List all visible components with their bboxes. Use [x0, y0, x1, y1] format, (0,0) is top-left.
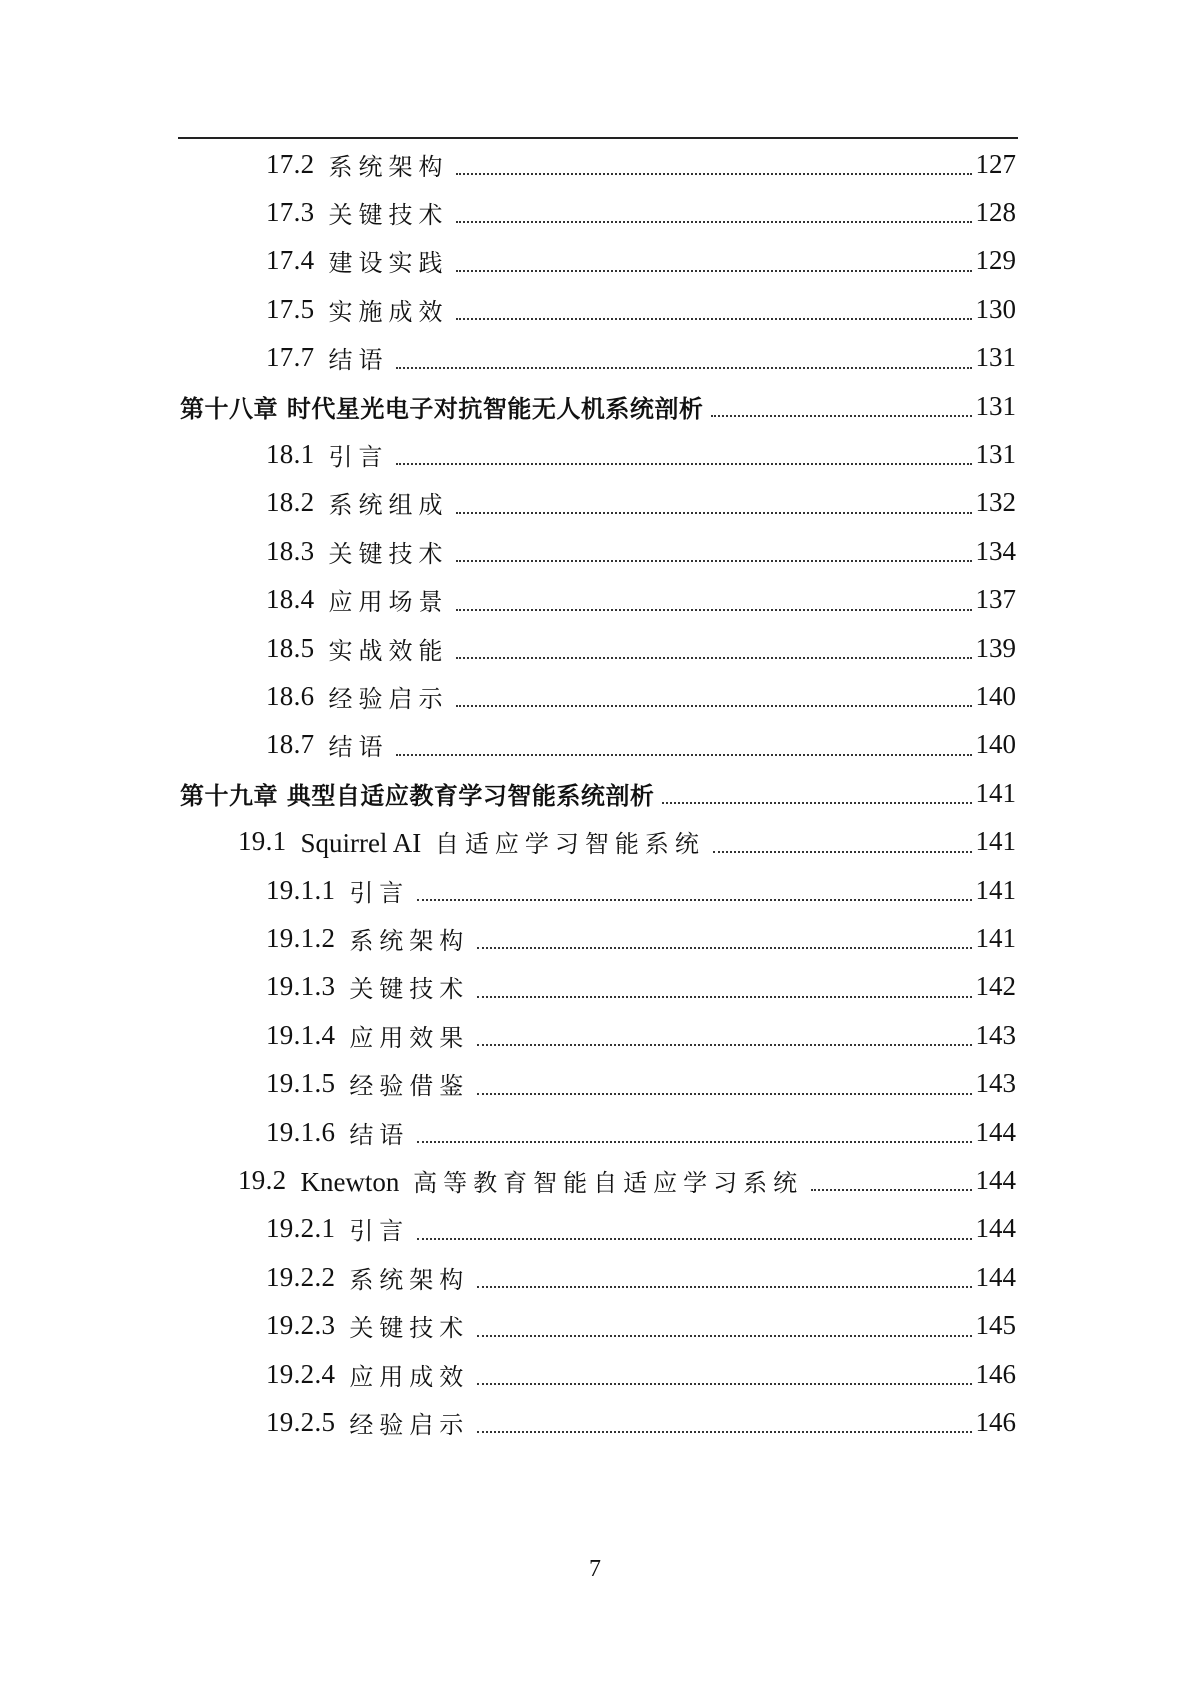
toc-entry-number: 19.2.5	[266, 1406, 336, 1437]
toc-entry-page: 134	[975, 535, 1016, 566]
toc-entry-page: 141	[975, 826, 1016, 857]
toc-entry-number: 19.2.1	[266, 1213, 336, 1244]
dot-leader	[396, 463, 971, 465]
dot-leader	[477, 1093, 971, 1095]
toc-entry[interactable]	[266, 864, 1016, 916]
toc-entry-page: 145	[975, 1310, 1016, 1341]
toc-entry-number: 19.2.4	[266, 1358, 336, 1389]
toc-entry-title-text: 经验借鉴	[349, 1072, 470, 1101]
toc-entry[interactable]	[266, 622, 1016, 674]
toc-entry[interactable]	[266, 1009, 1016, 1061]
dot-leader	[811, 1189, 971, 1191]
toc-entry-number: 17.7	[266, 342, 315, 373]
dot-leader	[417, 1141, 971, 1143]
toc-entry-page: 130	[975, 293, 1016, 324]
toc-entry-number: 17.3	[266, 196, 315, 227]
toc-entry-title-text: 引言	[349, 878, 410, 907]
toc-entry-number: 19.2	[238, 1164, 287, 1195]
toc-entry-number: 19.1.1	[266, 874, 336, 905]
page-number: 7	[589, 1556, 601, 1582]
toc-entry[interactable]	[266, 1396, 1016, 1448]
toc-entry[interactable]	[266, 332, 1016, 384]
toc-entry-page: 132	[975, 487, 1016, 518]
dot-leader	[711, 415, 971, 417]
toc-entry-title-text: 系统架构	[328, 152, 449, 181]
dot-leader	[477, 1383, 971, 1385]
toc-entry-title-text: 关键技术	[328, 200, 449, 229]
toc-entry-title-text: 经验启示	[328, 684, 449, 713]
toc-entry-title-text: 第十八章 时代星光电子对抗智能无人机系统剖析	[180, 394, 704, 423]
toc-entry-page: 146	[975, 1358, 1016, 1389]
toc-entry[interactable]	[266, 670, 1016, 722]
toc-entry-page: 140	[975, 729, 1016, 760]
toc-entry-number: 19.1.4	[266, 1019, 336, 1050]
toc-entry-title	[328, 243, 448, 278]
dot-leader	[456, 318, 971, 320]
toc-entry-title-text: 高等教育智能自适应学习系统	[413, 1168, 804, 1197]
dot-leader	[456, 270, 971, 272]
toc-entry-title	[349, 1357, 469, 1392]
toc-entry-title-text: 应用效果	[349, 1023, 470, 1052]
toc-entry[interactable]	[266, 235, 1016, 287]
toc-entry-title	[328, 679, 448, 714]
toc-entry-title	[328, 292, 448, 327]
toc-entry-number: 18.7	[266, 729, 315, 760]
toc-entry-page: 137	[975, 584, 1016, 615]
toc-entry-title	[349, 873, 409, 908]
toc-entry-title	[328, 631, 448, 666]
dot-leader	[456, 657, 971, 659]
toc-entry-page: 129	[975, 245, 1016, 276]
toc-entry-number: 17.5	[266, 293, 315, 324]
toc-entry-title-text: 系统架构	[349, 1265, 470, 1294]
toc-entry-title-text: 应用场景	[328, 588, 449, 617]
toc-entry-title	[328, 485, 448, 520]
toc-entry-title	[349, 1211, 409, 1246]
dot-leader	[456, 560, 971, 562]
dot-leader	[477, 1431, 971, 1433]
dot-leader	[477, 947, 971, 949]
toc-entry-page: 141	[975, 922, 1016, 953]
dot-leader	[417, 899, 971, 901]
dot-leader	[662, 802, 971, 804]
toc-entry-page: 141	[975, 777, 1016, 808]
toc-entry-title-text: 系统架构	[349, 926, 470, 955]
toc-entry[interactable]	[266, 1058, 1016, 1110]
toc-entry-title	[328, 195, 448, 230]
toc-entry-title	[349, 1308, 469, 1343]
dot-leader	[477, 1044, 971, 1046]
dot-leader	[396, 367, 971, 369]
toc-chapter-entry[interactable]	[180, 767, 1016, 819]
toc-entry-number: 18.4	[266, 584, 315, 615]
toc-entry-page: 140	[975, 680, 1016, 711]
toc-entry-page: 142	[975, 971, 1016, 1002]
toc-entry-title-text: 第十九章 典型自适应教育学习智能系统剖析	[180, 781, 655, 810]
toc-entry[interactable]	[266, 912, 1016, 964]
toc-entry-title-text: 结语	[349, 1120, 410, 1149]
dot-leader	[396, 754, 971, 756]
toc-entry-number: 19.1	[238, 826, 287, 857]
toc-entry-title	[349, 1260, 469, 1295]
dot-leader	[456, 512, 971, 514]
toc-entry-page: 141	[975, 874, 1016, 905]
toc-entry[interactable]	[266, 138, 1016, 190]
toc-entry-number: 18.2	[266, 487, 315, 518]
toc-entry[interactable]	[266, 283, 1016, 335]
dot-leader	[456, 221, 971, 223]
toc-entry-number: 18.5	[266, 632, 315, 663]
toc-entry[interactable]	[266, 1348, 1016, 1400]
toc-entry-title-text: 引言	[349, 1217, 410, 1246]
toc-entry[interactable]	[266, 961, 1016, 1013]
toc-entry[interactable]	[266, 1106, 1016, 1158]
dot-leader	[456, 609, 971, 611]
toc-entry[interactable]	[266, 525, 1016, 577]
toc-entry-title-text: 自适应学习智能系统	[434, 830, 705, 859]
toc-entry[interactable]	[266, 428, 1016, 480]
dot-leader	[477, 1286, 971, 1288]
toc-entry-page: 131	[975, 342, 1016, 373]
toc-entry-number: 18.6	[266, 680, 315, 711]
dot-leader	[417, 1238, 971, 1240]
toc-entry-title-text: 应用成效	[349, 1362, 470, 1391]
toc-entry-number: 18.3	[266, 535, 315, 566]
toc-entry-number: 17.2	[266, 148, 315, 179]
toc-entry-title	[300, 824, 704, 859]
toc-entry-title	[349, 1018, 469, 1053]
toc-entry-title	[328, 582, 448, 617]
toc-entry-number: 19.2.2	[266, 1261, 336, 1292]
toc-entry-title	[180, 776, 654, 811]
toc-entry-page: 127	[975, 148, 1016, 179]
toc-entry-number: 19.1.5	[266, 1068, 336, 1099]
toc-entry-page: 144	[975, 1164, 1016, 1195]
toc-entry-title-text: 系统组成	[328, 491, 449, 520]
toc-entry-page: 144	[975, 1213, 1016, 1244]
toc-entry[interactable]	[266, 1203, 1016, 1255]
toc-entry-title-text: 实战效能	[328, 636, 449, 665]
toc-entry-number: 18.1	[266, 438, 315, 469]
toc-entry-title-latin: Knewton	[300, 1166, 400, 1197]
toc-entry-title-text: 关键技术	[328, 539, 449, 568]
toc-entry-number: 19.1.6	[266, 1116, 336, 1147]
toc-entry-title	[328, 534, 448, 569]
toc-entry-title-text: 引言	[328, 442, 389, 471]
dot-leader	[477, 1335, 971, 1337]
toc-entry-title-text: 结语	[328, 346, 389, 375]
toc-entry-title	[349, 921, 469, 956]
toc-entry-title-text: 建设实践	[328, 249, 449, 278]
toc-entry-title	[328, 727, 388, 762]
toc-entry-page: 143	[975, 1019, 1016, 1050]
dot-leader	[477, 996, 971, 998]
toc-entry[interactable]	[266, 719, 1016, 771]
toc-chapter-entry[interactable]	[180, 380, 1016, 432]
toc-entry-title	[180, 389, 703, 424]
toc-entry-title-text: 经验启示	[349, 1410, 470, 1439]
toc-entry-title-text: 关键技术	[349, 975, 470, 1004]
toc-entry-page: 139	[975, 632, 1016, 663]
toc-entry-number: 17.4	[266, 245, 315, 276]
toc-entry-page: 146	[975, 1406, 1016, 1437]
toc-entry-page: 144	[975, 1261, 1016, 1292]
toc-entry-title	[300, 1163, 803, 1198]
toc-entry-number: 19.1.2	[266, 922, 336, 953]
toc-entry-title	[349, 1115, 409, 1150]
toc-entry[interactable]	[266, 574, 1016, 626]
toc-entry-title	[349, 1066, 469, 1101]
toc-entry-page: 144	[975, 1116, 1016, 1147]
dot-leader	[456, 705, 971, 707]
toc-entry-title	[349, 969, 469, 1004]
toc-entry-number: 19.1.3	[266, 971, 336, 1002]
toc-entry-title-latin: Squirrel AI	[300, 828, 422, 859]
toc-entry-title	[328, 147, 448, 182]
toc-entry[interactable]	[266, 1300, 1016, 1352]
toc-entry-title-text: 关键技术	[349, 1314, 470, 1343]
dot-leader	[456, 173, 971, 175]
toc-entry-title	[349, 1405, 469, 1440]
toc-entry-title	[328, 340, 388, 375]
toc-entry-title-text: 结语	[328, 733, 389, 762]
toc-entry-page: 131	[975, 390, 1016, 421]
toc-entry[interactable]	[238, 1154, 1016, 1206]
dot-leader	[713, 851, 972, 853]
toc-entry-title-text: 实施成效	[328, 297, 449, 326]
toc-entry[interactable]	[266, 186, 1016, 238]
toc-entry[interactable]	[238, 816, 1016, 868]
toc-entry[interactable]	[266, 477, 1016, 529]
toc-entry-page: 143	[975, 1068, 1016, 1099]
toc-entry-page: 131	[975, 438, 1016, 469]
toc-entry-page: 128	[975, 196, 1016, 227]
toc-entry-title	[328, 437, 388, 472]
toc-entry-number: 19.2.3	[266, 1310, 336, 1341]
toc-entry[interactable]	[266, 1251, 1016, 1303]
